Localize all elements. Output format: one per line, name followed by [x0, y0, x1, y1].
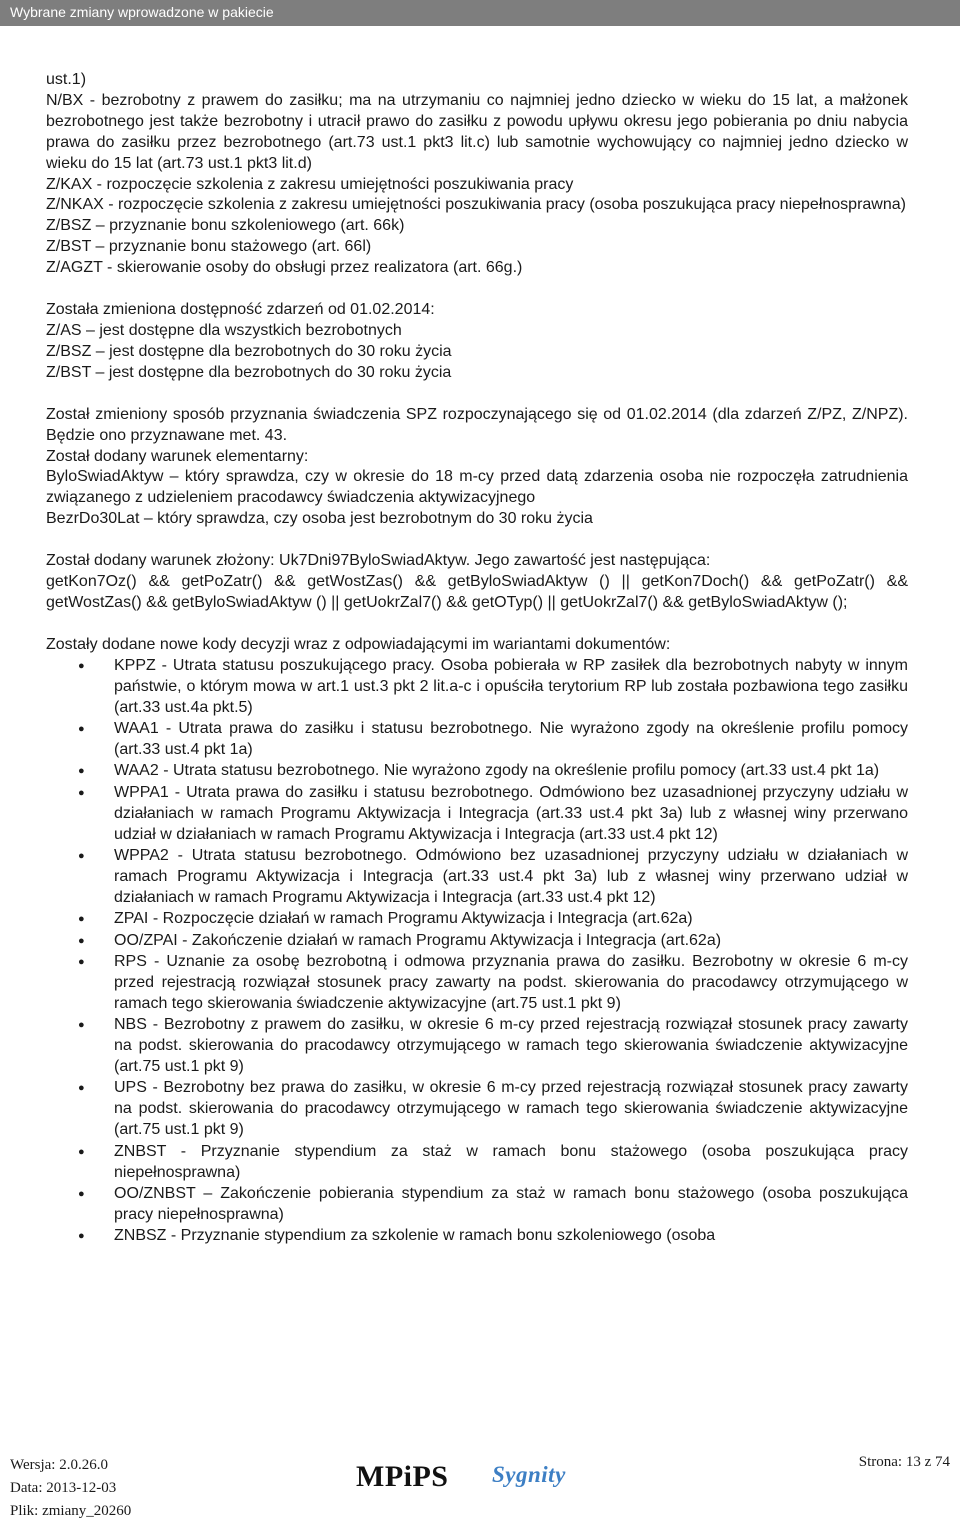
paragraph: Z/NKAX - rozpoczęcie szkolenia z zakresu umiejętności poszukiwania pracy (osoba poszukująca pracy niepełnosprawna)	[46, 196, 906, 214]
spacer	[46, 384, 908, 405]
paragraph: Z/BSZ – przyznanie bonu szkoleniowego (art. 66k)	[46, 217, 405, 235]
sygnity-logo: Sygnity	[492, 1462, 566, 1487]
list-item	[46, 761, 908, 782]
decision-code-list	[46, 656, 908, 1247]
list-item	[46, 1015, 908, 1078]
elementary-intro: Został dodany warunek elementarny:	[46, 447, 309, 465]
list-item-text: ● KPPZ - Utrata statusu poszukującego pracy. Osoba pobierała w RP zasiłek dla bezrobotnych nabyty w innym państwie, o którym mowa w art.1 ust.3 pkt 2 lit.a-c i opuściła terytorium RP lub została pozbawiona tego zasiłku (art.33 ust.4a pkt.5)	[114, 656, 908, 716]
list-item-text: ● ZNBST - Przyznanie stypendium za staż w ramach bonu stażowego (osoba poszukująca pracy niepełnosprawna)	[114, 1142, 908, 1181]
list-item	[46, 1142, 908, 1184]
list-item	[46, 952, 908, 1015]
list-item-text: ● WAA2 - Utrata statusu bezrobotnego. Nie wyrażono zgody na określenie profilu pomocy (art.33 ust.4 pkt 1a)	[114, 762, 880, 780]
list-item	[46, 1184, 908, 1226]
file-label: Plik: zmiany_20260	[10, 1503, 132, 1519]
availability-line: Z/AS – jest dostępne dla wszystkich bezrobotnych	[46, 321, 402, 339]
list-item-text: ● OO/ZNBST – Zakończenie pobierania stypendium za staż w ramach bonu stażowego (osoba poszukująca pracy niepełnosprawna)	[114, 1184, 908, 1223]
mpips-logo: MPiPS	[356, 1460, 449, 1493]
list-item	[46, 1226, 908, 1247]
paragraph: N/BX - bezrobotny z prawem do zasiłku; ma na utrzymaniu co najmniej jedno dziecko w wieku do 15 lat, a małżonek bezrobotnego jest także bezrobotny i utracił prawo do zasiłku z powodu upływu okresu jego pobierania po dniu nabycia prawa do zasiłku przez bezrobotnego (art.73 ust.1 pkt3 lit.c) lub samotnie wychowujący co najmniej jedno dziecko w wieku do 15 lat (art.73 ust.1 pkt3 lit.d)	[46, 91, 908, 172]
complex-expression: getKon7Oz() && getPoZatr() && getWostZas() && getByloSwiadAktyw () || getKon7Doch() && getPoZatr() && getWostZas() && getByloSwiadAktyw () || getUokrZal7() && getOTyp() || getUokrZal7() && getByloSwiadAktyw ();	[46, 573, 908, 611]
list-item	[46, 656, 908, 719]
list-item-text: ● UPS - Bezrobotny bez prawa do zasiłku, w okresie 6 m-cy przed rejestracją rozwiązał stosunek pracy zawarty na podst. skierowania do pracodawcy otrzymującego w ramach tego skierowania świadczenie aktywizacyjne (art.75 ust.1 pkt 9)	[114, 1079, 908, 1139]
availability-line: Z/BSZ – jest dostępne dla bezrobotnych do 30 roku życia	[46, 342, 452, 360]
header-title: Wybrane zmiany wprowadzone w pakiecie	[10, 4, 274, 20]
list-item-text: ● ZNBSZ - Przyznanie stypendium za szkolenie w ramach bonu szkoleniowego (osoba	[114, 1227, 716, 1245]
codes-intro: Zostały dodane nowe kody decyzji wraz z odpowiadającymi im wariantami dokumentów:	[46, 635, 671, 653]
condition-bezrdo30lat: BezrDo30Lat – który sprawdza, czy osoba jest bezrobotnym do 30 roku życia	[46, 510, 593, 528]
list-item	[46, 931, 908, 952]
list-item-text: ● OO/ZPAI - Zakończenie działań w ramach Programu Aktywizacja i Integracja (art.62a)	[114, 931, 722, 949]
list-item-text: ● ZPAI - Rozpoczęcie działań w ramach Programu Aktywizacja i Integracja (art.62a)	[114, 910, 693, 928]
paragraph: ust.1)	[46, 71, 87, 88]
document-body	[46, 70, 908, 1247]
list-item-text: ● WAA1 - Utrata prawa do zasiłku i statusu bezrobotnego. Nie wyrażono zgody na określenie profilu pomocy (art.33 ust.4 pkt 1a)	[114, 719, 908, 758]
date-label: Data: 2013-12-03	[10, 1480, 117, 1496]
paragraph: Z/BST – przyznanie bonu stażowego (art. 66l)	[46, 238, 372, 256]
list-item-text: ● WPPA1 - Utrata prawa do zasiłku i statusu bezrobotnego. Odmówiono bez uzasadnionej przyczyny udziału w działaniach w ramach Programu Aktywizacja i Integracja (art.33 ust.4 pkt 3a) lub z własnej winy przerwano udział w działaniach w ramach Programu Aktywizacja i Integracja (art.33 ust.4 pkt 12)	[114, 783, 908, 843]
page-footer	[0, 1448, 960, 1524]
page-header	[0, 0, 960, 26]
list-item	[46, 1078, 908, 1141]
list-item-text: ● NBS - Bezrobotny z prawem do zasiłku, w okresie 6 m-cy przed rejestracją rozwiązał stosunek pracy zawarty na podst. skierowania do pracodawcy otrzymującego w ramach tego skierowania świadczenie aktywizacyjne (art.75 ust.1 pkt 9)	[114, 1016, 908, 1075]
spacer	[46, 279, 908, 300]
list-item	[46, 846, 908, 909]
version-label: Wersja: 2.0.26.0	[10, 1457, 108, 1473]
page-number: Strona: 13 z 74	[858, 1454, 950, 1470]
list-item	[46, 719, 908, 761]
paragraph: Z/AGZT - skierowanie osoby do obsługi przez realizatora (art. 66g.)	[46, 259, 523, 277]
paragraph: Z/KAX - rozpoczęcie szkolenia z zakresu umiejętności poszukiwania pracy	[46, 175, 574, 193]
complex-intro: Został dodany warunek złożony: Uk7Dni97ByloSwiadAktyw. Jego zawartość jest następująca:	[46, 552, 711, 570]
spacer	[46, 614, 908, 635]
list-item	[46, 909, 908, 930]
availability-intro: Została zmieniona dostępność zdarzeń od 01.02.2014:	[46, 301, 435, 319]
availability-line: Z/BST – jest dostępne dla bezrobotnych do 30 roku życia	[46, 363, 452, 381]
spacer	[46, 530, 908, 551]
list-item	[46, 783, 908, 846]
spz-paragraph: Został zmieniony sposób przyznania świadczenia SPZ rozpoczynającego się od 01.02.2014 (dla zdarzeń Z/PZ, Z/NPZ). Będzie ono przyznawane met. 43.	[46, 405, 908, 444]
list-item-text: ● RPS - Uznanie za osobę bezrobotną i odmowa przyznania prawa do zasiłku. Bezrobotny w okresie 6 m-cy przed rejestracją rozwiązał stosunek pracy zawarty na podst. skierowania do pracodawcy otrzymującego w ramach tego skierowania świadczenie aktywizacyjne (art.75 ust.1 pkt 9)	[114, 952, 908, 1012]
footer-meta	[10, 1454, 131, 1523]
list-item-text: ● WPPA2 - Utrata statusu bezrobotnego. Odmówiono bez uzasadnionej przyczyny udziału w działaniach w ramach Programu Aktywizacja i Integracja (art.33 ust.4 pkt 3a) lub z własnej winy przerwano udział w działaniach w ramach Programu Aktywizacja i Integracja (art.33 ust.4 pkt 12)	[114, 846, 908, 906]
condition-byloswiadaktyw: BylоSwiadAktyw – który sprawdza, czy w okresie do 18 m-cy przed datą zdarzenia osoba nie rozpoczęła zatrudnienia związanego z udzieleniem pracodawcy świadczenia aktywizacyjnego	[46, 468, 908, 507]
